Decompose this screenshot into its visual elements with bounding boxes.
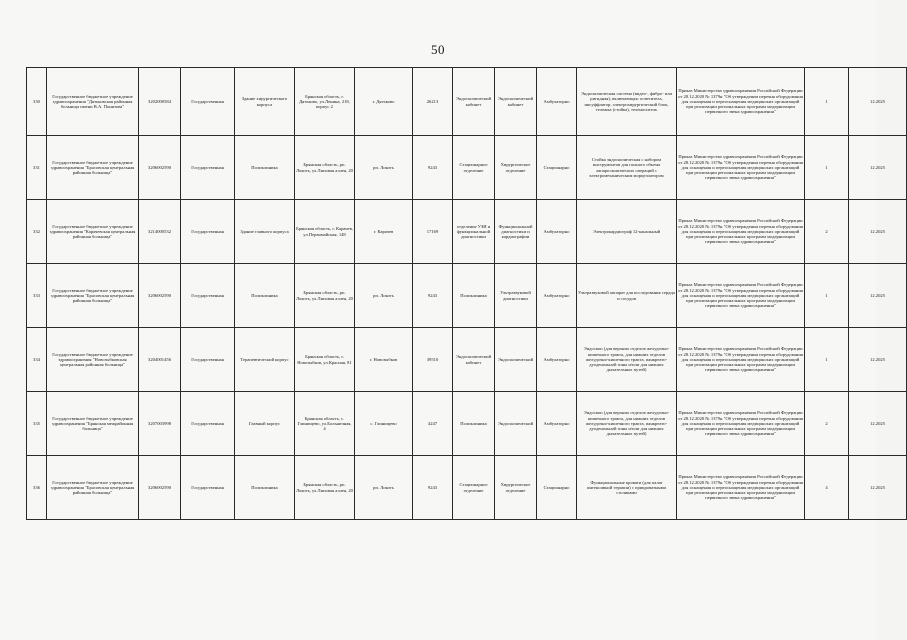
building-address: Брянская область, г. Карачев, ул.Первомайская, 148 — [295, 200, 355, 264]
ownership-type: Государственная — [181, 136, 235, 200]
organization-name: Государственное бюджетное учреждение здравоохранения "Брасовская центральная районная больница" — [47, 456, 139, 520]
equipment-quantity: 1 — [805, 328, 849, 392]
organization-name: Государственное бюджетное учреждение здравоохранения "Новозыбковская центральная районная больница" — [47, 328, 139, 392]
row-number: 330 — [27, 68, 47, 136]
building-address: Брянская область, рп. Локоть, ул.Липовая аллея, 20 — [295, 136, 355, 200]
department-profile: Функциональной диагностики и кардиографии — [495, 200, 537, 264]
population-count: 9243 — [413, 456, 453, 520]
building-address: Брянская область, с. Глинищево, ул.Больничная, 4 — [295, 392, 355, 456]
regulatory-document: Приказ Министерства здравоохранения Российской Федерации от 28.12.2020 № 1379н "Об утверждении перечня оборудования для оснащения и переоснащения медицинских организаций при реализации региональных программ модернизации первичного звена здравоохранения" — [677, 264, 805, 328]
equipment-quantity: 1 — [805, 136, 849, 200]
department-profile: Хирургическое отделение — [495, 136, 537, 200]
settlement-name: рп. Локоть — [355, 264, 413, 328]
organization-name: Государственное бюджетное учреждение здравоохранения "Брянская межрайонная больница" — [47, 392, 139, 456]
department-profile: Эндоскопический кабинет — [495, 68, 537, 136]
regulatory-document: Приказ Министерства здравоохранения Российской Федерации от 28.12.2020 № 1379н "Об утверждении перечня оборудования для оснащения и переоснащения медицинских организаций при реализации региональных программ модернизации первичного звена здравоохранения" — [677, 200, 805, 264]
equipment-quantity: 1 — [805, 264, 849, 328]
ownership-type: Государственная — [181, 264, 235, 328]
building-name: Главный корпус — [235, 392, 295, 456]
organization-code: 3214000532 — [139, 200, 181, 264]
table-row — [27, 136, 907, 200]
regulatory-document: Приказ Министерства здравоохранения Российской Федерации от 28.12.2020 № 1379н "Об утверждении перечня оборудования для оснащения и переоснащения медицинских организаций при реализации региональных программ модернизации первичного звена здравоохранения" — [677, 392, 805, 456]
building-name: Поликлиника — [235, 264, 295, 328]
equipment-description: Ультразвуковой аппарат для исследования сердца и сосудов — [577, 264, 677, 328]
regulatory-document: Приказ Министерства здравоохранения Российской Федерации от 28.12.2020 № 1379н "Об утверждении перечня оборудования для оснащения и переоснащения медицинских организаций при реализации региональных программ модернизации первичного звена здравоохранения" — [677, 328, 805, 392]
department-unit: Эндоскопический кабинет — [453, 328, 495, 392]
delivery-date: 12.2025 — [849, 392, 907, 456]
organization-name: Государственное бюджетное учреждение здравоохранения "Брасовская центральная районная больница" — [47, 264, 139, 328]
row-number: 333 — [27, 264, 47, 328]
care-conditions: Амбулаторно — [537, 392, 577, 456]
ownership-type: Государственная — [181, 200, 235, 264]
ownership-type: Государственная — [181, 456, 235, 520]
department-unit: Эндоскопический кабинет — [453, 68, 495, 136]
settlement-name: рп. Локоть — [355, 136, 413, 200]
organization-code: 3206002590 — [139, 264, 181, 328]
table-row — [27, 68, 907, 136]
building-name: Терапевтический корпус — [235, 328, 295, 392]
equipment-description: Эндоскоп (для верхних отделов желудочно- кишечного тракта, для нижних отделов желудочно-кишечного тракта, панкреато-дуоденальной зоны и/или для нижних дыхательных путей) — [577, 392, 677, 456]
table-row — [27, 264, 907, 328]
department-profile: Эндоскопический — [495, 392, 537, 456]
row-number: 332 — [27, 200, 47, 264]
building-name: Поликлиника — [235, 136, 295, 200]
care-conditions: Амбулаторно — [537, 68, 577, 136]
table-row — [27, 456, 907, 520]
settlement-name: с. Глинищево — [355, 392, 413, 456]
ownership-type: Государственная — [181, 68, 235, 136]
table-row — [27, 200, 907, 264]
ownership-type: Государственная — [181, 392, 235, 456]
organization-code: 3202000584 — [139, 68, 181, 136]
department-profile: Ультразвуковой диагностики — [495, 264, 537, 328]
row-number: 331 — [27, 136, 47, 200]
delivery-date: 12.2025 — [849, 200, 907, 264]
equipment-description: Стойка эндоскопическая с набором инструментов для полного объема лапароскопических операций с электромеханическим морцеллатором — [577, 136, 677, 200]
row-number: 336 — [27, 456, 47, 520]
population-count: 9243 — [413, 136, 453, 200]
care-conditions: Стационарно — [537, 136, 577, 200]
table-row — [27, 328, 907, 392]
table-row — [27, 392, 907, 456]
delivery-date: 12.2025 — [849, 68, 907, 136]
care-conditions: Амбулаторно — [537, 200, 577, 264]
department-profile: Эндоскопический — [495, 328, 537, 392]
equipment-quantity: 2 — [805, 200, 849, 264]
equipment-description: Эндоскопическая система (видео-, фибро- или ригидная), включающая: осветитель, инсуффлятор, электрохирургический блок, тележка (стойка), теленоситель — [577, 68, 677, 136]
registry-rows — [27, 68, 907, 520]
ownership-type: Государственная — [181, 328, 235, 392]
care-conditions: Амбулаторно — [537, 264, 577, 328]
population-count: 39510 — [413, 328, 453, 392]
regulatory-document: Приказ Министерства здравоохранения Российской Федерации от 28.12.2020 № 1379н "Об утверждении перечня оборудования для оснащения и переоснащения медицинских организаций при реализации региональных программ модернизации первичного звена здравоохранения" — [677, 68, 805, 136]
population-count: 26213 — [413, 68, 453, 136]
equipment-description: Электрокардиограф 12-канальный — [577, 200, 677, 264]
row-number: 334 — [27, 328, 47, 392]
page-number: 50 — [431, 42, 445, 57]
organization-code: 3207003998 — [139, 392, 181, 456]
equipment-quantity: 4 — [805, 456, 849, 520]
department-unit: Стационарное отделение — [453, 456, 495, 520]
department-unit: Поликлиника — [453, 392, 495, 456]
equipment-description: Функциональные кровати (для палат интенсивной терапии) с прикроватными столиками — [577, 456, 677, 520]
settlement-name: г. Дятьково — [355, 68, 413, 136]
department-unit: отделение УЗИ и функциональной диагностики — [453, 200, 495, 264]
population-count: 9243 — [413, 264, 453, 328]
population-count: 4247 — [413, 392, 453, 456]
department-unit: Стационарное отделение — [453, 136, 495, 200]
equipment-registry-table — [26, 67, 907, 520]
regulatory-document: Приказ Министерства здравоохранения Российской Федерации от 28.12.2020 № 1379н "Об утверждении перечня оборудования для оснащения и переоснащения медицинских организаций при реализации региональных программ модернизации первичного звена здравоохранения" — [677, 136, 805, 200]
equipment-description: Эндоскоп (для верхних отделов желудочно-кишечного тракта, для нижних отделов желудочно-кишечного тракта, панкреато-дуоденальной зоны и/или для нижних дыхательных путей) — [577, 328, 677, 392]
building-name: Здание главного корпуса — [235, 200, 295, 264]
building-name: Поликлиника — [235, 456, 295, 520]
delivery-date: 12.2025 — [849, 136, 907, 200]
building-address: Брянская область, рп. Локоть, ул.Липовая аллея, 20 — [295, 456, 355, 520]
equipment-quantity: 1 — [805, 68, 849, 136]
population-count: 17169 — [413, 200, 453, 264]
settlement-name: рп. Локоть — [355, 456, 413, 520]
department-profile: Хирургическое отделение — [495, 456, 537, 520]
organization-code: 3206002590 — [139, 136, 181, 200]
care-conditions: Амбулаторно — [537, 328, 577, 392]
organization-name: Государственное бюджетное учреждение здравоохранения "Карачевская центральная районная больница" — [47, 200, 139, 264]
care-conditions: Стационарно — [537, 456, 577, 520]
delivery-date: 12.2025 — [849, 328, 907, 392]
building-address: Брянская область, г. Дятьково, ул.Ленина, 218, корпус 2 — [295, 68, 355, 136]
regulatory-document: Приказ Министерства здравоохранения Российской Федерации от 28.12.2020 № 1379н "Об утверждении перечня оборудования для оснащения и переоснащения медицинских организаций при реализации региональных программ модернизации первичного звена здравоохранения" — [677, 456, 805, 520]
organization-code: 3206002590 — [139, 456, 181, 520]
organization-code: 3204001456 — [139, 328, 181, 392]
organization-name: Государственное бюджетное учреждение здравоохранения "Брасовская центральная районная больница" — [47, 136, 139, 200]
row-number: 335 — [27, 392, 47, 456]
building-address: Брянская область, рп. Локоть, ул.Липовая аллея, 20 — [295, 264, 355, 328]
settlement-name: г. Новозыбков — [355, 328, 413, 392]
delivery-date: 12.2025 — [849, 456, 907, 520]
building-address: Брянская область, г. Новозыбков, ул.Красная, 81 — [295, 328, 355, 392]
equipment-quantity: 2 — [805, 392, 849, 456]
department-unit: Поликлиника — [453, 264, 495, 328]
settlement-name: г. Карачев — [355, 200, 413, 264]
organization-name: Государственное бюджетное учреждение здравоохранения "Дятьковская районная больница имени В.А. Понизова" — [47, 68, 139, 136]
delivery-date: 12.2025 — [849, 264, 907, 328]
building-name: Здание хирургического корпуса — [235, 68, 295, 136]
